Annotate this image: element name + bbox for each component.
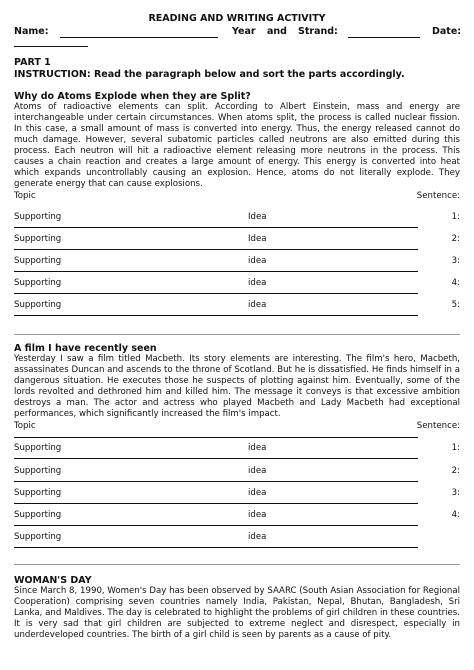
supporting-label: Supporting (14, 532, 62, 542)
idea-label: idea (248, 256, 267, 266)
strand-field[interactable] (348, 37, 420, 38)
topic-answer-line[interactable] (14, 437, 418, 438)
idea-label: idea (248, 466, 267, 476)
answer-line[interactable] (14, 458, 418, 459)
supporting-label: Supporting (14, 212, 62, 222)
sentence-label: Sentence: (416, 421, 460, 431)
topic-label: Topic (14, 421, 36, 431)
idea-label: idea (248, 300, 267, 310)
supporting-label: Supporting (14, 278, 62, 288)
answer-line[interactable] (14, 293, 418, 294)
supporting-idea-row (14, 256, 460, 278)
supporting-idea-row (14, 510, 460, 532)
name-field[interactable] (60, 37, 218, 38)
idea-label: idea (248, 510, 267, 520)
part-heading: PART 1 (14, 57, 51, 68)
topic-label: Topic (14, 191, 36, 201)
supporting-label: Supporting (14, 510, 62, 520)
section-divider (14, 564, 460, 565)
supporting-idea-row (14, 443, 460, 465)
idea-label: idea (248, 443, 267, 453)
section-title: Why do Atoms Explode when they are Split? (14, 91, 251, 102)
idea-label: idea (248, 532, 267, 542)
supporting-idea-row (14, 488, 460, 510)
answer-line[interactable] (14, 227, 418, 228)
section-title: A film I have recently seen (14, 343, 157, 354)
and-label: and (267, 26, 287, 37)
sentence-number: 4: (451, 278, 460, 288)
name-label: Name: (14, 26, 49, 37)
answer-line[interactable] (14, 547, 418, 548)
idea-label: idea (248, 278, 267, 288)
supporting-idea-row (14, 300, 460, 322)
idea-label: idea (248, 488, 267, 498)
answer-line[interactable] (14, 271, 418, 272)
supporting-idea-row (14, 234, 460, 256)
supporting-idea-row (14, 212, 460, 234)
sentence-number: 4: (451, 510, 460, 520)
strand-label: Strand: (298, 26, 338, 37)
supporting-label: Supporting (14, 488, 62, 498)
sentence-number: 1: (451, 443, 460, 453)
section-paragraph: Yesterday I saw a film titled Macbeth. Its story elements are interesting. The film's hero, Macbeth, assassinates Duncan and ascends to the throne of Scotland. But he is dissatisfied. He finds himself in a dangerous situation. He executes those he suspects of plotting against him. Eventually, some of the lords revolted and dethroned him and killed him. The message it conveys is that excessive ambition destroys a man. The actor and actress who played Macbeth and Lady Macbeth had exceptional performances, which significantly increased the film's impact. (14, 354, 460, 419)
supporting-idea-row (14, 532, 460, 554)
answer-line[interactable] (14, 249, 418, 250)
sentence-label: Sentence: (416, 191, 460, 201)
date-label: Date: (432, 26, 462, 37)
idea-label: Idea (248, 234, 267, 244)
year-label: Year (232, 26, 256, 37)
section-paragraph: Since March 8, 1990, Women's Day has been observed by SAARC (South Asian Association for Regional Cooperation) comprising seven countries namely India, Pakistan, Nepal, Bhutan, Bangladesh, Sri Lanka, and Maldives. The day is celebrated to highlight the problems of girl children in these countries. It is very sad that girl children are subjected to extreme neglect and disrespect, especially in underdeveloped countries. The birth of a girl child is seen by parents as a cause of pity. (14, 586, 460, 640)
section-paragraph: Atoms of radioactive elements can split. According to Albert Einstein, mass and energy are interchangeable under certain circumstances. When atoms split, the process is called nuclear fission. In this case, a small amount of mass is converted into energy. Thus, the energy released cannot do much damage. However, several subatomic particles called neutrons are also emitted during this process. Each neutron will hit a radioactive element releasing more neutrons in the process. This causes a chain reaction and creates a large amount of energy. This energy is converted into heat which expands uncontrollably causing an explosion. Hence, atoms do not literally explode. They generate energy that can cause explosions. (14, 102, 460, 189)
date-field[interactable] (14, 46, 88, 47)
supporting-label: Supporting (14, 300, 62, 310)
section-divider (14, 334, 460, 335)
sentence-number: 3: (451, 488, 460, 498)
sentence-number: 3: (451, 256, 460, 266)
sentence-number: 2: (451, 466, 460, 476)
supporting-idea-row (14, 278, 460, 300)
sentence-number: 5: (451, 300, 460, 310)
supporting-label: Supporting (14, 466, 62, 476)
page-title: READING AND WRITING ACTIVITY (148, 13, 326, 24)
answer-line[interactable] (14, 503, 418, 504)
supporting-label: Supporting (14, 234, 62, 244)
sentence-number: 1: (451, 212, 460, 222)
sentence-number: 2: (451, 234, 460, 244)
answer-line[interactable] (14, 315, 418, 316)
answer-line[interactable] (14, 481, 418, 482)
idea-label: Idea (248, 212, 267, 222)
instruction: INSTRUCTION: Read the paragraph below and sort the parts accordingly. (14, 69, 405, 80)
supporting-label: Supporting (14, 443, 62, 453)
supporting-idea-row (14, 466, 460, 488)
answer-line[interactable] (14, 525, 418, 526)
supporting-label: Supporting (14, 256, 62, 266)
section-title: WOMAN'S DAY (14, 575, 92, 586)
